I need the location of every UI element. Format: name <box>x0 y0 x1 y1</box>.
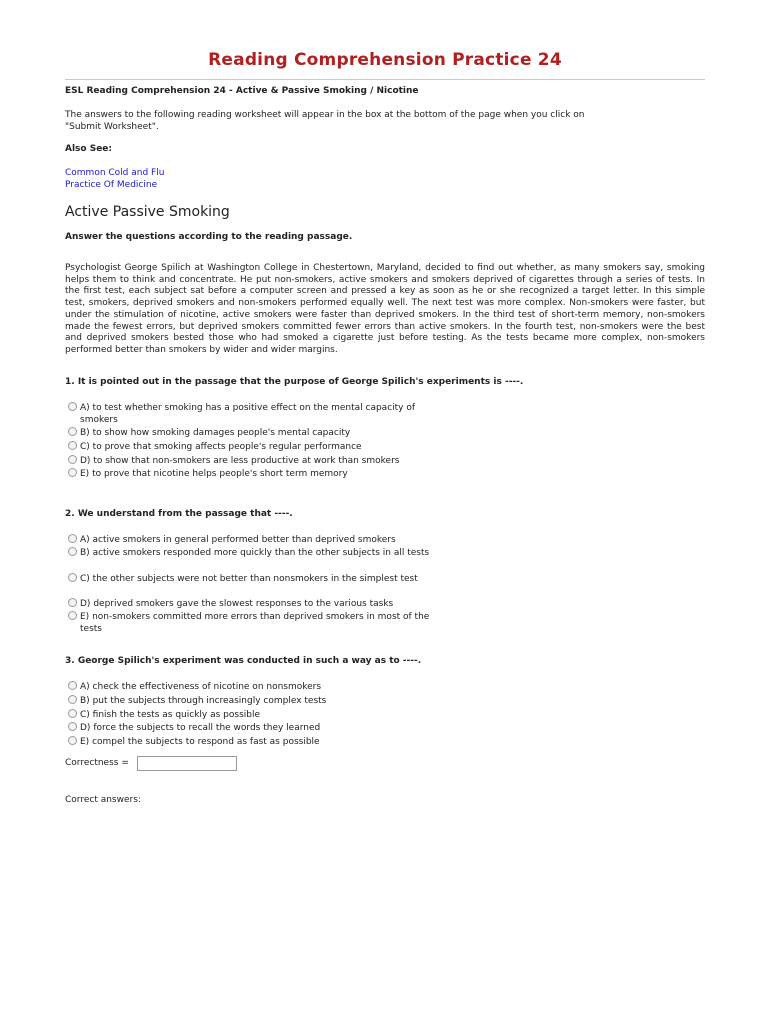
q1-option-a[interactable]: A) to test whether smoking has a positive effect on the mental capacity of smokers <box>68 402 448 426</box>
radio-button[interactable] <box>68 709 77 718</box>
reading-passage: Psychologist George Spilich at Washington College in Chestertown, Maryland, decided to find out whether, as many smokers say, smoking helps them to think and concentrate. He put non-smokers, active smokers and smokers deprived of cigarettes through a series of tests. In the first test, each subject sat before a computer screen and pressed a key as soon as he or she recognized a target letter. In this simple test, smokers, deprived smokers and non-smokers performed equally well. The next test was more complex. Non-smokers were faster, but under the stimulation of nicotine, active smokers were faster than deprived smokers. In the third test of short-term memory, non-smokers made the fewest errors, but deprived smokers committed fewer errors than active smokers. In the fourth test, non-smokers were the best and deprived smokers bested those who had smoked a cigarette just before testing. As the tests became more complex, non-smokers performed better than smokers by wider and wider margins. <box>65 263 705 355</box>
radio-button[interactable] <box>68 427 77 436</box>
q2-option-a[interactable]: A) active smokers in general performed better than deprived smokers <box>68 534 448 546</box>
q3-option-b[interactable]: B) put the subjects through increasingly complex tests <box>68 695 448 707</box>
radio-button[interactable] <box>68 468 77 477</box>
question-3: 3. George Spilich's experiment was conducted in such a way as to ----. <box>65 656 422 666</box>
correctness-field[interactable] <box>137 756 237 771</box>
also-see-label: Also See: <box>65 144 113 154</box>
q3-option-a[interactable]: A) check the effectiveness of nicotine on nonsmokers <box>68 681 448 693</box>
radio-button[interactable] <box>68 441 77 450</box>
radio-button[interactable] <box>68 573 77 582</box>
radio-button[interactable] <box>68 611 77 620</box>
worksheet-subtitle: ESL Reading Comprehension 24 - Active & Passive Smoking / Nicotine <box>65 86 419 96</box>
q1-option-c[interactable]: C) to prove that smoking affects people's regular performance <box>68 441 448 453</box>
radio-button[interactable] <box>68 534 77 543</box>
section-heading: Active Passive Smoking <box>65 204 230 220</box>
q2-option-b[interactable]: B) active smokers responded more quickly than the other subjects in all tests <box>68 547 448 559</box>
radio-button[interactable] <box>68 681 77 690</box>
q1-option-d[interactable]: D) to show that non-smokers are less productive at work than smokers <box>68 455 448 467</box>
question-1: 1. It is pointed out in the passage that the purpose of George Spilich's experiments is ----. <box>65 377 524 387</box>
radio-button[interactable] <box>68 722 77 731</box>
radio-button[interactable] <box>68 598 77 607</box>
q2-option-d[interactable]: D) deprived smokers gave the slowest responses to the various tasks <box>68 598 448 610</box>
correct-answers-label: Correct answers: <box>65 795 141 805</box>
q3-option-d[interactable]: D) force the subjects to recall the words they learned <box>68 722 448 734</box>
intro-text: The answers to the following reading worksheet will appear in the box at the bottom of the page when you click on "Submit Worksheet". <box>65 110 585 132</box>
radio-button[interactable] <box>68 547 77 556</box>
radio-button[interactable] <box>68 455 77 464</box>
q3-option-c[interactable]: C) finish the tests as quickly as possible <box>68 709 448 721</box>
page-title: Reading Comprehension Practice 24 <box>208 50 562 70</box>
correctness-label: Correctness = <box>65 758 129 768</box>
question-2: 2. We understand from the passage that ----. <box>65 509 293 519</box>
radio-button[interactable] <box>68 695 77 704</box>
q1-option-e[interactable]: E) to prove that nicotine helps people's short term memory <box>68 468 448 480</box>
q2-option-c[interactable]: C) the other subjects were not better than nonsmokers in the simplest test <box>68 573 448 585</box>
radio-button[interactable] <box>68 402 77 411</box>
instruction-text: Answer the questions according to the reading passage. <box>65 232 353 242</box>
radio-button[interactable] <box>68 736 77 745</box>
title-divider <box>65 79 705 80</box>
link-practice-of-medicine[interactable]: Practice Of Medicine <box>65 180 158 190</box>
q3-option-e[interactable]: E) compel the subjects to respond as fast as possible <box>68 736 448 748</box>
q1-option-b[interactable]: B) to show how smoking damages people's mental capacity <box>68 427 448 439</box>
q2-option-e[interactable]: E) non-smokers committed more errors than deprived smokers in most of the tests <box>68 611 448 635</box>
link-common-cold[interactable]: Common Cold and Flu <box>65 168 165 178</box>
